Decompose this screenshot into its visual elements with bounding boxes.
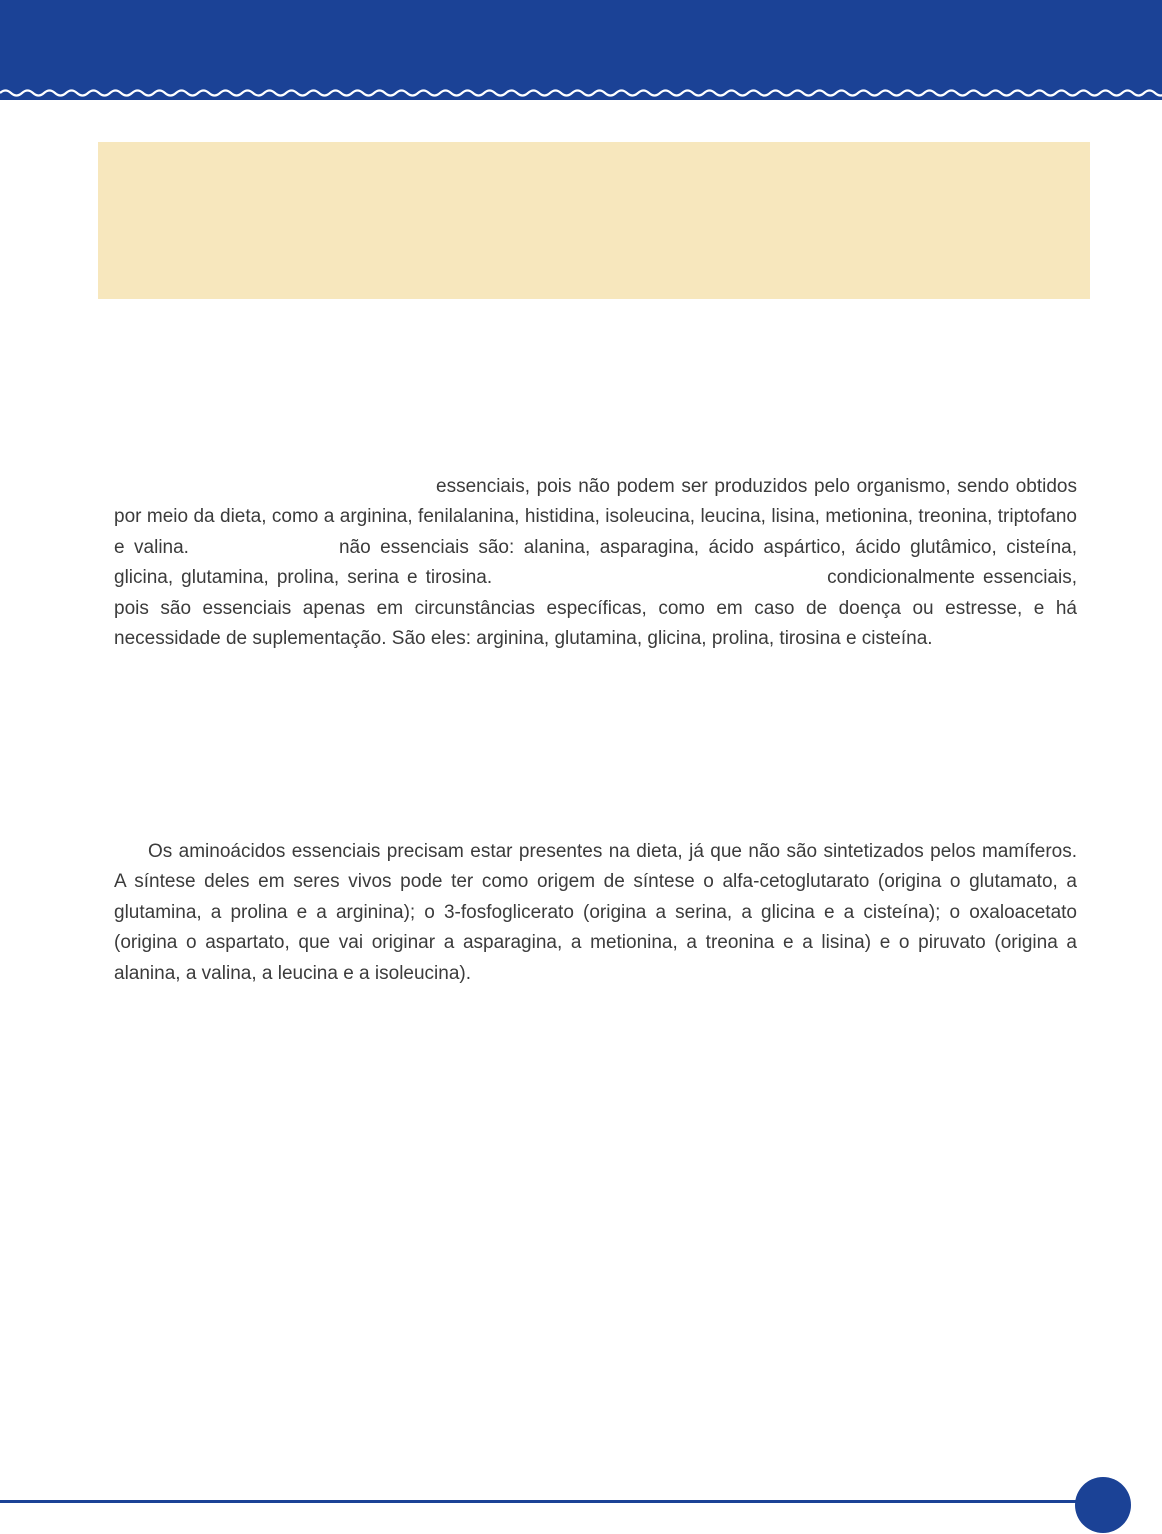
callout-box <box>98 142 1090 299</box>
page-number-circle <box>1075 1477 1131 1533</box>
paragraph-1-part-1: essenciais, pois não podem ser produzidos pelo organismo, sendo obtidos por meio da dieta, como a arginina, fenilalanina, histidina, isoleucina, leucina, lisina, metionina, treonina, triptofano e valina. <box>114 476 1077 558</box>
paragraph-1-part-3: condicionalmente essenciais, pois são essenciais apenas em circunstâncias específicas, como em caso de doença ou estresse, e há necessidade de suplementação. São eles: arginina, glutamina, glicina, prolina, tirosina e cisteína. <box>114 567 1077 650</box>
wave-border-graphic <box>0 0 1162 100</box>
header-band <box>0 0 1162 100</box>
paragraph-amino-acid-classes <box>114 472 1077 654</box>
paragraph-essential-synthesis: Os aminoácidos essenciais precisam estar presentes na dieta, já que não são sintetizados pelos mamíferos. A síntese deles em seres vivos pode ter como origem de síntese o alfa-cetoglutarato (origina o glutamato, a glutamina, a prolina e a arginina); o 3-fosfoglicerato (origina a serina, a glicina e a cisteína); o oxaloacetato (origina o aspartato, que vai originar a asparagina, a metionina, a treonina e a lisina) e o piruvato (origina a alanina, a valina, a leucina e a isoleucina). <box>114 841 1077 984</box>
paragraph-1-part-2: não essenciais são: alanina, asparagina, ácido aspártico, ácido glutâmico, cisteína, glicina, glutamina, prolina, serina e tirosina. <box>114 536 1077 589</box>
footer-rule <box>0 1500 1100 1503</box>
